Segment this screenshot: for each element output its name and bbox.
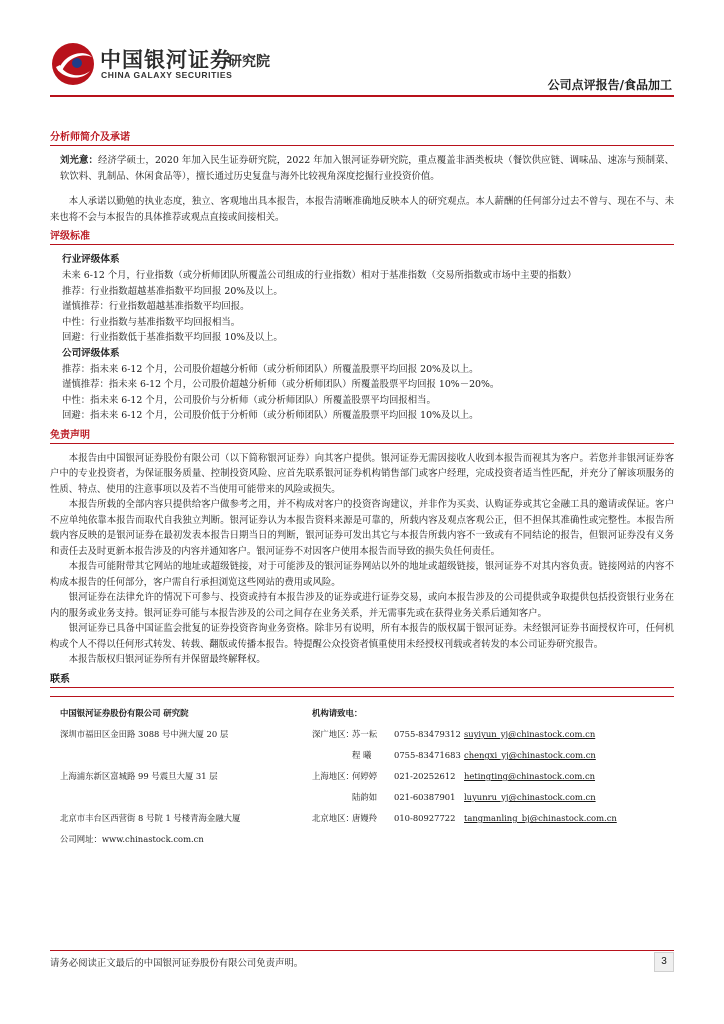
footer-divider xyxy=(50,950,674,951)
contact-email-link[interactable]: suyiyun_yj@chinastock.com.cn xyxy=(464,729,596,739)
company-rating-line: 中性：指未来 6-12 个月，公司股价与分析师（或分析师团队）所覆盖股票平均回报相当。 xyxy=(62,394,436,406)
sales-contact: 深广地区：苏一耘 0755-83479312 suyiyun_yj@chinastock.com.cn xyxy=(312,729,596,739)
company-rating-line: 回避：指未来 6-12 个月，公司股价低于分析师（或分析师团队）所覆盖股票平均回报 10%及以上。 xyxy=(62,410,479,421)
industry-rating-title: 行业评级体系 xyxy=(62,254,120,265)
office-address: 深圳市福田区金田路 3088 号中洲大厦 20 层 xyxy=(60,729,229,739)
contact-row xyxy=(50,766,674,787)
industry-rating-line: 未来 6-12 个月，行业指数（或分析师团队所覆盖公司组成的行业指数）相对于基准指数（交易所指数或市场中主要的指数） xyxy=(62,270,577,281)
sales-contact: 陆韵如 021-60387901 luyunru_yj@chinastock.com.cn xyxy=(352,792,596,802)
contact-row xyxy=(50,724,674,745)
contact-row xyxy=(50,787,674,808)
office-address: 上海浦东新区富城路 99 号震旦大厦 31 层 xyxy=(60,771,218,781)
disclaimer-paragraph: 本报告可能附带其它网站的地址或超级链接，对于可能涉及的银河证券网站以外的地址或超级链接，银河证券不对其内容负责。链接网站的内容不构成本报告的任何部分，客户需自行承担浏览这些网站的费用或风险。 xyxy=(50,561,674,588)
industry-rating-line: 中性：行业指数与基准指数平均回报相当。 xyxy=(62,316,241,328)
galaxy-logo-icon xyxy=(50,41,96,87)
brand-name-en: CHINA GALAXY SECURITIES xyxy=(101,70,233,80)
header-divider xyxy=(50,95,674,97)
report-header xyxy=(0,0,724,100)
rating-section-title: 评级标准 xyxy=(50,227,674,245)
contact-divider xyxy=(50,696,674,697)
brand-name-cn: 中国银河证券 xyxy=(100,48,232,72)
company-rating-title: 公司评级体系 xyxy=(62,347,120,359)
company-rating-line: 谨慎推荐：指未来 6-12 个月，公司股价超越分析师（或分析师团队）所覆盖股票平均回报 10%－20%。 xyxy=(62,379,500,390)
brand-unit: 研究院 xyxy=(228,54,270,70)
contact-section xyxy=(50,670,674,850)
footer-notice: 请务必阅读正文最后的中国银河证券股份有限公司免责声明。 xyxy=(50,958,304,969)
page-number: 3 xyxy=(654,952,674,972)
contact-row xyxy=(50,745,674,766)
analyst-bio xyxy=(50,153,674,184)
report-type: 公司点评报告/食品加工 xyxy=(547,78,672,92)
contact-row xyxy=(50,829,674,850)
main-content xyxy=(50,128,674,668)
contact-email-link[interactable]: chengxi_yj@chinastock.com.cn xyxy=(464,750,596,760)
industry-rating-line: 回避：行业指数低于基准指数平均回报 10%及以上。 xyxy=(62,332,283,343)
disclaimer-paragraph: 本报告版权归银河证券所有并保留最终解释权。 xyxy=(68,654,266,665)
sales-title: 机构请致电： xyxy=(312,708,363,718)
disclaimer-paragraph: 本报告所载的全部内容只提供给客户做参考之用，并不构成对客户的投资咨询建议，并非作为买卖、认购证券或其它金融工具的邀请或保证。客户不应单纯依靠本报告而取代自我独立判断。银河证券认为本报告资料来源是可靠的，所载内容及观点客观公正，但不担保其准确性或完整性。本报告所载内容反映的是银河证券在最初发表本报告日期当日的判断，银河证券可发出其它与本报告所载内容不一致或有不同结论的报告，但银河证券没有义务和责任去及时更新本报告涉及的内容并通知客户。银河证券不对因客户使用本报告而导致的损失负任何责任。 xyxy=(50,499,674,557)
disclaimer-paragraph: 本报告由中国银河证券股份有限公司（以下简称银河证券）向其客户提供。银河证券无需因接收人收到本报告而视其为客户。若您并非银河证券客户中的专业投资者，为保证服务质量、控制投资风险、应首先联系银河证券机构销售部门或客户经理，完成投资者适当性匹配，并充分了解该项服务的性质、特点、使用的注意事项以及若不当使用可能带来的风险或损失。 xyxy=(50,452,674,495)
analyst-bio-text: 经济学硕士，2020 年加入民生证券研究院，2022 年加入银河证券研究院，重点覆盖非酒类板块（餐饮供应链、调味品、速冻与预制菜、软饮料、乳制品、休闲食品等），擅长通过历史复盘与海外比较视角深度挖掘行业投资价值。 xyxy=(60,155,674,182)
industry-rating-line: 谨慎推荐：行业指数超越基准指数平均回报。 xyxy=(62,301,250,312)
disclaimer-paragraph: 银河证券在法律允许的情况下可参与、投资或持有本报告涉及的证券或进行证券交易，或向本报告涉及的公司提供或争取提供包括投资银行业务在内的服务或业务支持。银河证券可能与本报告涉及的公司之间存在业务关系，并无需事先或在获得业务关系后通知客户。 xyxy=(50,592,674,619)
analyst-section-title: 分析师简介及承诺 xyxy=(50,128,674,146)
sales-contact: 上海地区：何婷婷 021-20252612 hetingting@chinastock.com.cn xyxy=(312,771,596,781)
contact-email-link[interactable]: hetingting@chinastock.com.cn xyxy=(464,771,596,781)
industry-rating-line: 推荐：行业指数超越基准指数平均回报 20%及以上。 xyxy=(62,285,283,297)
disclaimer-section-title: 免责声明 xyxy=(50,426,674,444)
company-rating-line: 推荐：指未来 6-12 个月，公司股价超越分析师（或分析师团队）所覆盖股票平均回报 20%及以上。 xyxy=(62,363,479,375)
office-address: 北京市丰台区西营街 8 号院 1 号楼青海金融大厦 xyxy=(60,813,241,823)
analyst-pledge: 本人承诺以勤勉的执业态度，独立、客观地出具本报告，本报告清晰准确地反映本人的研究观点。本人薪酬的任何部分过去不曾与、现在不与、未来也将不会与本报告的具体推荐或观点直接或间接相关。 xyxy=(50,196,674,223)
contact-email-link[interactable]: luyunru_yj@chinastock.com.cn xyxy=(464,792,596,802)
company-website[interactable]: 公司网址：www.chinastock.com.cn xyxy=(60,834,204,844)
sales-contact: 程 曦 0755-83471683 chengxi_yj@chinastock.com.cn xyxy=(352,750,596,760)
analyst-name: 刘光意： xyxy=(60,155,98,166)
contact-section-title: 联系 xyxy=(50,670,674,688)
contact-row xyxy=(50,808,674,829)
sales-contact: 北京地区：唐嫚羚 010-80927722 tangmanling_bj@chinastock.com.cn xyxy=(312,813,617,823)
company-name: 中国银河证券股份有限公司 研究院 xyxy=(60,708,189,718)
contact-email-link[interactable]: tangmanling_bj@chinastock.com.cn xyxy=(464,813,617,823)
disclaimer-paragraph: 银河证券已具备中国证监会批复的证券投资咨询业务资格。除非另有说明，所有本报告的版权属于银河证券。未经银河证券书面授权许可，任何机构或个人不得以任何形式转发、转载、翻版或传播本报告。特提醒公众投资者慎重使用未经授权刊载或者转发的本公司证券研究报告。 xyxy=(50,623,674,650)
contact-row xyxy=(50,703,674,724)
